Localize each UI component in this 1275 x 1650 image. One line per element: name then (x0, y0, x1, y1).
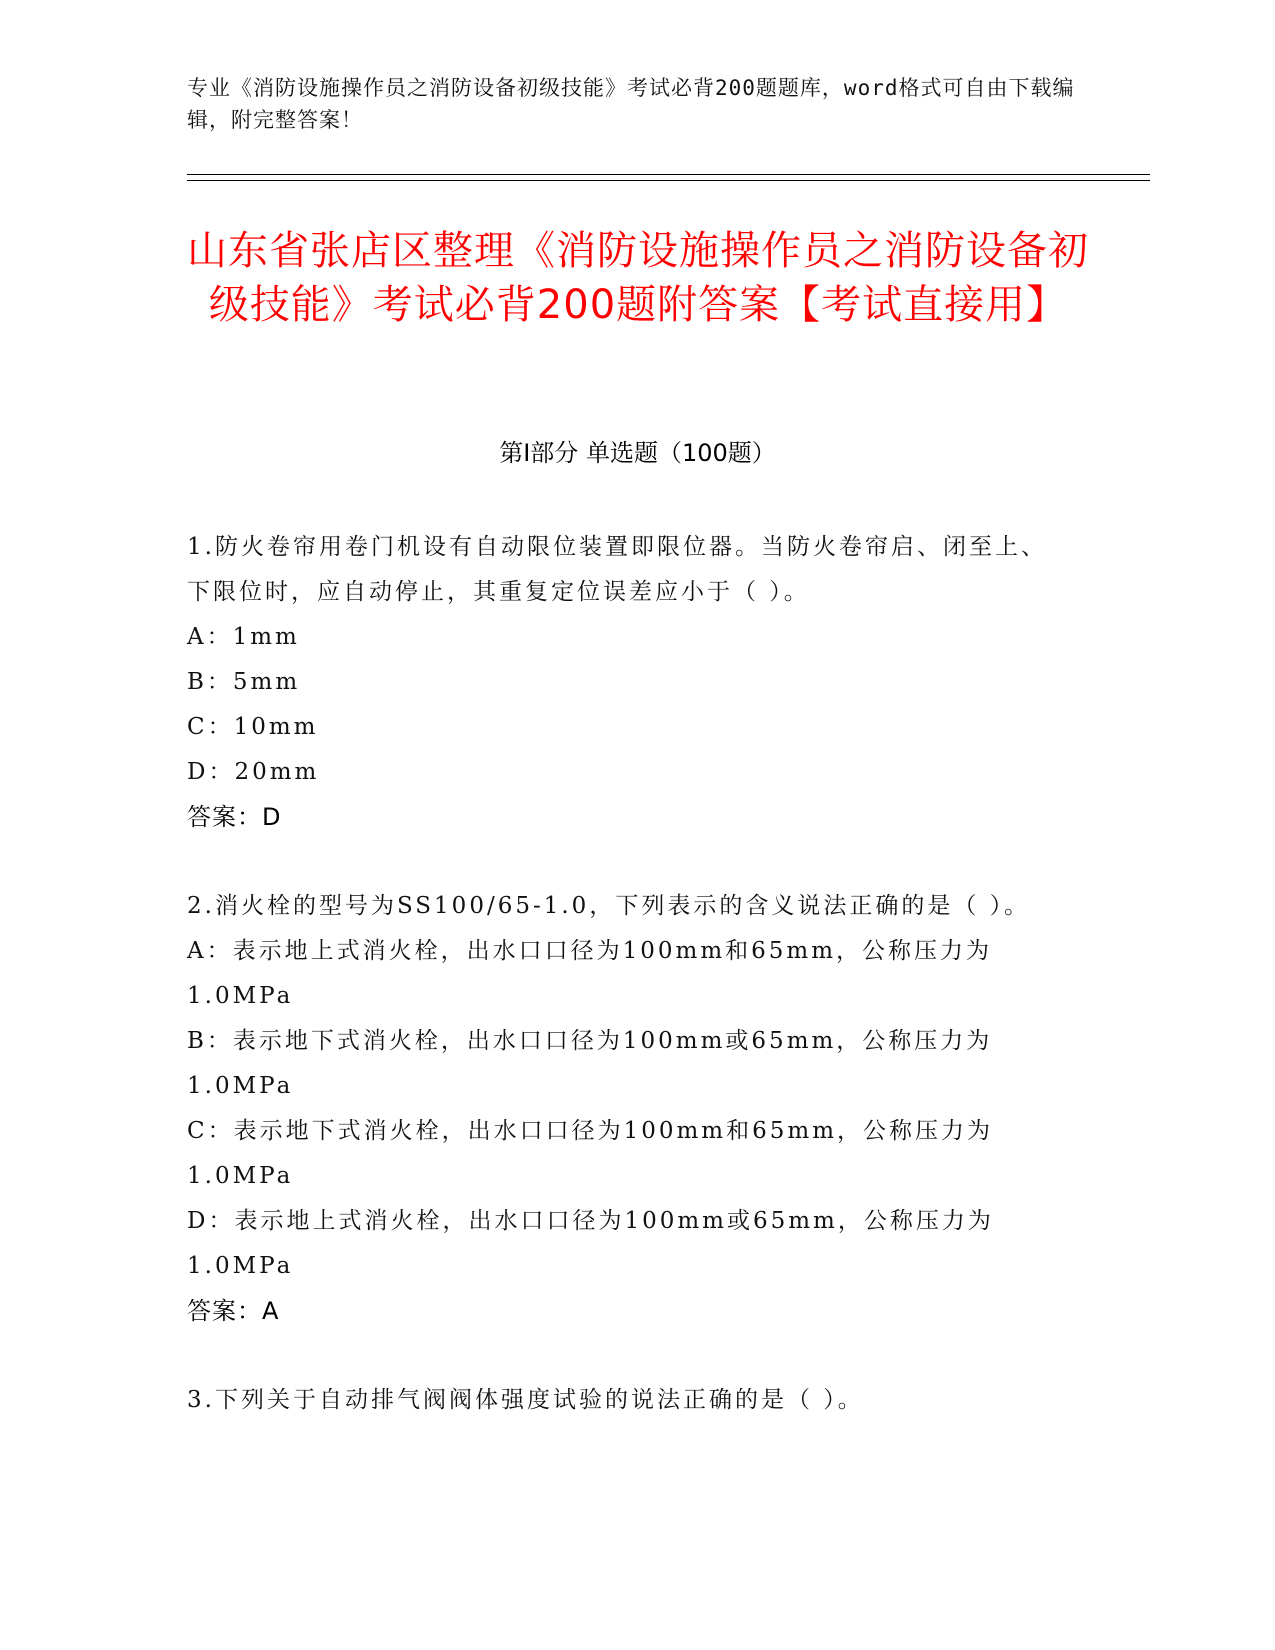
question-list (187, 525, 1067, 1467)
header-divider (187, 174, 1150, 175)
option-d: D：20mm (187, 759, 320, 785)
option-d: D：表示地上式消火栓，出水口口径为100mm或65mm，公称压力为1.0MPa (187, 1208, 994, 1279)
option-a: A：表示地上式消火栓，出水口口径为100mm和65mm，公称压力为1.0MPa (187, 938, 993, 1009)
question-3 (187, 1378, 1067, 1423)
option-c: C：表示地下式消火栓，出水口口径为100mm和65mm，公称压力为1.0MPa (187, 1118, 994, 1189)
section-title: 第Ⅰ部分 单选题（100题） (499, 439, 776, 467)
document-title: 山东省张店区整理《消防设施操作员之消防设备初级技能》考试必背200题附答案【考试直接用】 (187, 228, 1089, 328)
option-b: B：5mm (187, 669, 301, 695)
option-b: B：表示地下式消火栓，出水口口径为100mm或65mm，公称压力为1.0MPa (187, 1028, 993, 1099)
header-divider-second (187, 180, 1150, 181)
question-2 (187, 884, 1067, 1334)
question-1 (187, 525, 1067, 840)
option-c: C：10mm (187, 714, 319, 740)
question-stem: 3.下列关于自动排气阀阀体强度试验的说法正确的是（ ）。 (187, 1387, 864, 1413)
question-stem: 1.防火卷帘用卷门机设有自动限位装置即限位器。当防火卷帘启、闭至上、下限位时，应自动停止，其重复定位误差应小于（ ）。 (187, 534, 1047, 605)
question-stem: 2.消火栓的型号为SS100/65-1.0，下列表示的含义说法正确的是（ ）。 (187, 893, 1031, 919)
header-note: 专业《消防设施操作员之消防设备初级技能》考试必背200题题库，word格式可自由下载编辑，附完整答案！ (187, 76, 1075, 132)
answer: 答案：A (187, 1297, 280, 1325)
answer: 答案：D (187, 803, 282, 831)
option-a: A：1mm (187, 624, 300, 650)
